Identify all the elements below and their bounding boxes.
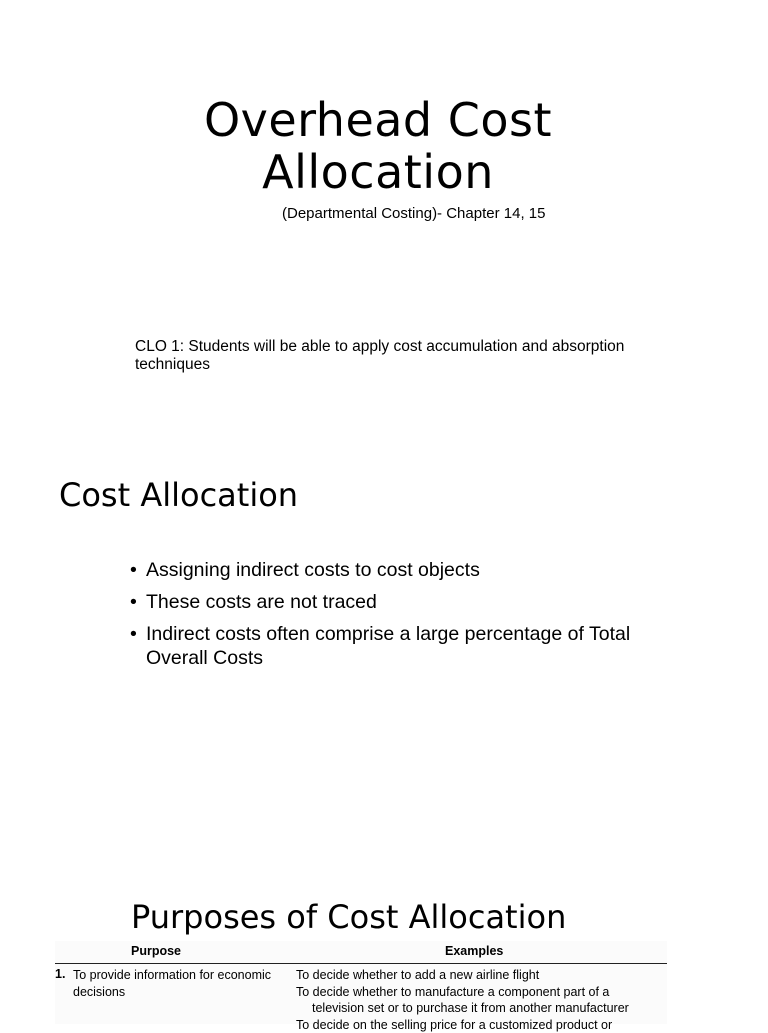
slide-title xyxy=(0,94,756,198)
purposes-table xyxy=(55,941,667,1024)
row-examples xyxy=(296,967,666,1033)
row-number: 1. xyxy=(55,967,65,981)
cost-allocation-heading: Cost Allocation xyxy=(59,476,298,514)
bullet-text: Indirect costs often comprise a large percentage of Total Overall Costs xyxy=(146,623,630,669)
bullet-item xyxy=(130,590,650,614)
bullet-text: Assigning indirect costs to cost objects xyxy=(146,559,480,581)
slide-title-line-2: Allocation xyxy=(0,146,756,198)
bullet-icon: • xyxy=(130,558,137,582)
bullet-item xyxy=(130,558,650,582)
column-header-purpose: Purpose xyxy=(131,944,181,958)
example-line: television set or to purchase it from another manufacturer xyxy=(296,1000,666,1017)
example-line: To decide on the selling price for a customized product or xyxy=(296,1017,666,1033)
learning-outcome-text: CLO 1: Students will be able to apply cost accumulation and absorption techniques xyxy=(135,338,635,374)
example-line: To decide whether to manufacture a component part of a xyxy=(296,984,666,1001)
purposes-heading: Purposes of Cost Allocation xyxy=(131,898,566,936)
row-purpose: To provide information for economic decisions xyxy=(73,967,293,1000)
slide-title-line-1: Overhead Cost xyxy=(0,94,756,146)
column-header-examples: Examples xyxy=(445,944,503,958)
bullet-icon: • xyxy=(130,622,137,646)
bullet-icon: • xyxy=(130,590,137,614)
table-header-row xyxy=(55,941,667,964)
cost-allocation-bullet-list xyxy=(130,558,650,678)
bullet-item xyxy=(130,622,650,670)
bullet-text: These costs are not traced xyxy=(146,591,377,613)
example-line: To decide whether to add a new airline flight xyxy=(296,967,666,984)
slide-subtitle: (Departmental Costing)- Chapter 14, 15 xyxy=(282,205,545,222)
